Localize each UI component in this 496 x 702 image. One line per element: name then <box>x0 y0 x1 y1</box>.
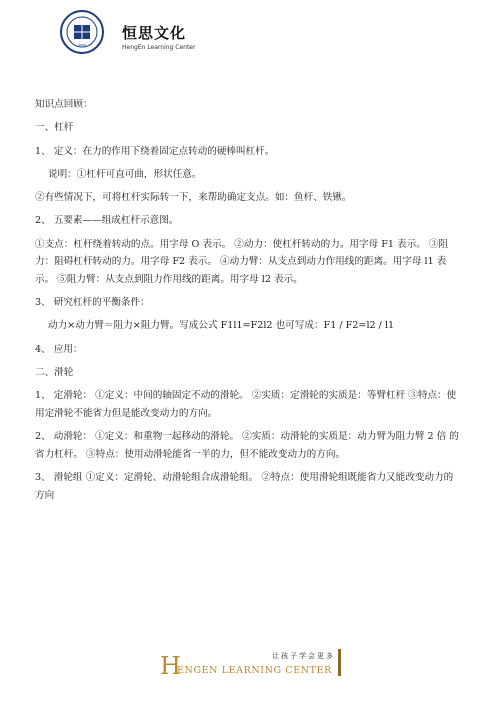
lever-note: 说明：①杠杆可直可曲，形状任意。 <box>48 168 202 180</box>
lever-balance-formula: 动力×动力臂＝阻力×阻力臂。写成公式 F1l1=F2l2 也可写成：F1 / F2=l2 / l1 <box>48 320 395 332</box>
footer-divider <box>338 649 341 676</box>
footer-slogan: 让孩子学会更多 <box>272 652 335 660</box>
fixed-pulley-text: 1、 定滑轮： ①定义：中间的轴固定不动的滑轮。 ②实质：定滑轮的实质是：等臂杠杆 ③特点：使用定滑轮不能省力但是能改变动力的方向。 <box>35 390 457 419</box>
lever-application: 4、 应用： <box>35 343 83 355</box>
lever-balance-heading: 3、 研究杠杆的平衡条件： <box>35 297 150 309</box>
lever-note-2: ②有些情况下，可将杠杆实际转一下，来帮助确定支点。如：鱼杆、铁锹。 <box>35 192 352 204</box>
document-body <box>35 96 461 510</box>
brand-name-en: HengEn Learning Center <box>122 44 196 51</box>
lever-elements-heading: 2、 五要素——组成杠杆示意图。 <box>35 215 179 227</box>
pulley-block-text: 3、 滑轮组 ①定义：定滑轮、动滑轮组合成滑轮组。 ②特点：使用滑轮组既能省力又能改变动力的方向 <box>35 472 454 501</box>
lever-elements-text: ①支点：杠杆绕着转动的点。用字母 O 表示。 ②动力：使杠杆转动的力。用字母 F1 表示。 ③阻力：阻碍杠杆转动的力。用字母 F2 表示。 ④动力臂：从支点到动力作用线的距离。用字母 l1 表示。 ⑤阻力臂：从支点到阻力作用线的距离。用字母 l2 表示。 <box>35 238 449 285</box>
heading-lever: 一、杠杆 <box>35 122 74 134</box>
brand-name-cn: 恒思文化 <box>122 24 187 42</box>
lever-definition: 1、 定义：在力的作用下绕着固定点转动的硬棒叫杠杆。 <box>35 145 275 157</box>
movable-pulley-text: 2、 动滑轮： ①定义：和重物一起移动的滑轮。 ②实质：动滑轮的实质是：动力臂为阻力臂 2 倍 的省力杠杆。 ③特点：使用动滑轮能省一半的力，但不能改变动力的方向。 <box>35 431 459 460</box>
footer-logo-letter: H <box>160 652 181 680</box>
footer-logo-text: ENGEN LEARNING CENTER <box>177 665 332 676</box>
hengen-logo-icon <box>60 10 104 54</box>
heading-pulley: 二、滑轮 <box>35 367 74 378</box>
section-intro: 知识点回顾： <box>35 99 93 110</box>
